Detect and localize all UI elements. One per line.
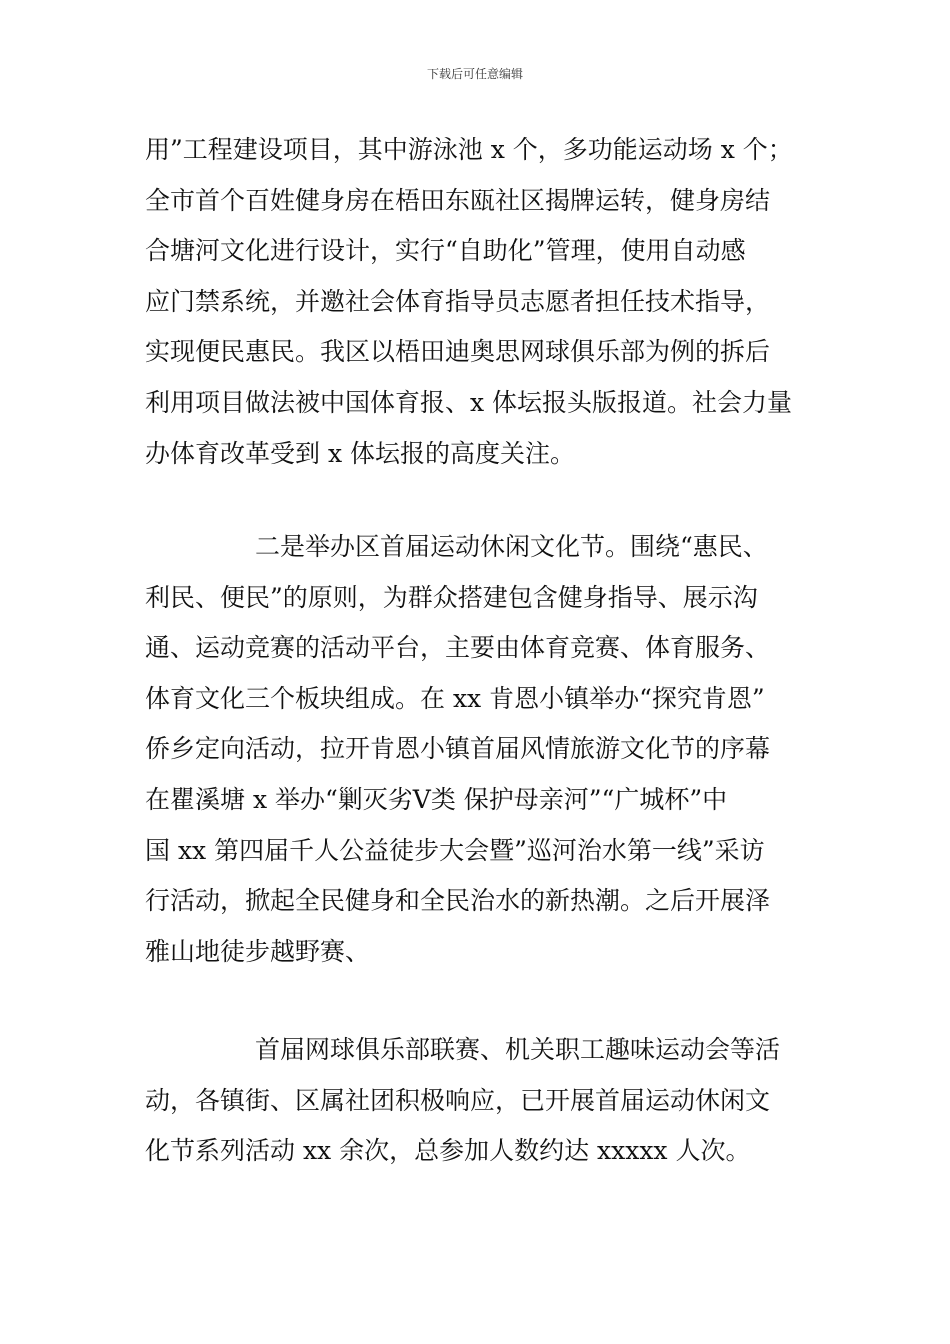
paragraph-line: 办体育改革受到 x 体坛报的高度关注。 xyxy=(145,438,575,468)
paragraph-line: 通、运动竞赛的活动平台，主要由体育竞赛、体育服务、 xyxy=(145,633,771,663)
paragraph-line: 实现便民惠民。我区以梧田迪奥思网球俱乐部为例的拆后 xyxy=(145,337,771,367)
paragraph-line: 合塘河文化进行设计，实行“自助化”管理，使用自动感 xyxy=(145,236,746,266)
paragraph-line: 利用项目做法被中国体育报、x 体坛报头版报道。社会力量 xyxy=(145,387,793,417)
paragraph-line: 体育文化三个板块组成。在 xx 肯恩小镇举办“探究肯恩” xyxy=(145,683,765,713)
paragraph-line: 雅山地徒步越野赛、 xyxy=(145,936,371,966)
paragraph-1 xyxy=(145,125,815,479)
paragraph-line: 侨乡定向活动，拉开肯恩小镇首届风情旅游文化节的序幕 xyxy=(145,734,771,764)
paragraph-line: 化节系列活动 xx 余次，总参加人数约达 xxxxx 人次。 xyxy=(145,1136,751,1166)
paragraph-line: 动，各镇街、区属社团积极响应，已开展首届运动休闲文 xyxy=(145,1085,771,1115)
paragraph-line: 在瞿溪塘 x 举办“剿灭劣Ⅴ类 保护母亲河”“广城杯”中 xyxy=(145,784,728,814)
paragraph-line: 用”工程建设项目，其中游泳池 x 个，多功能运动场 x 个； xyxy=(145,135,793,164)
paragraph-line: 应门禁系统，并邀社会体育指导员志愿者担任技术指导， xyxy=(145,286,771,316)
paragraph-line: 二是举办区首届运动休闲文化节。围绕“惠民、 xyxy=(255,532,768,561)
page-header-note: 下载后可任意编辑 xyxy=(426,67,523,81)
paragraph-line: 国 xx 第四届千人公益徒步大会暨”巡河治水第一线”采访 xyxy=(145,835,765,865)
paragraph-2 xyxy=(145,522,815,977)
paragraph-line: 首届网球俱乐部联赛、机关职工趣味运动会等活 xyxy=(255,1035,781,1064)
paragraph-line: 行活动，掀起全民健身和全民治水的新热潮。之后开展泽 xyxy=(145,886,771,916)
paragraph-3 xyxy=(145,1025,815,1177)
paragraph-line: 全市首个百姓健身房在梧田东瓯社区揭牌运转，健身房结 xyxy=(145,185,771,215)
paragraph-line: 利民、便民”的原则，为群众搭建包含健身指导、展示沟 xyxy=(145,582,758,612)
